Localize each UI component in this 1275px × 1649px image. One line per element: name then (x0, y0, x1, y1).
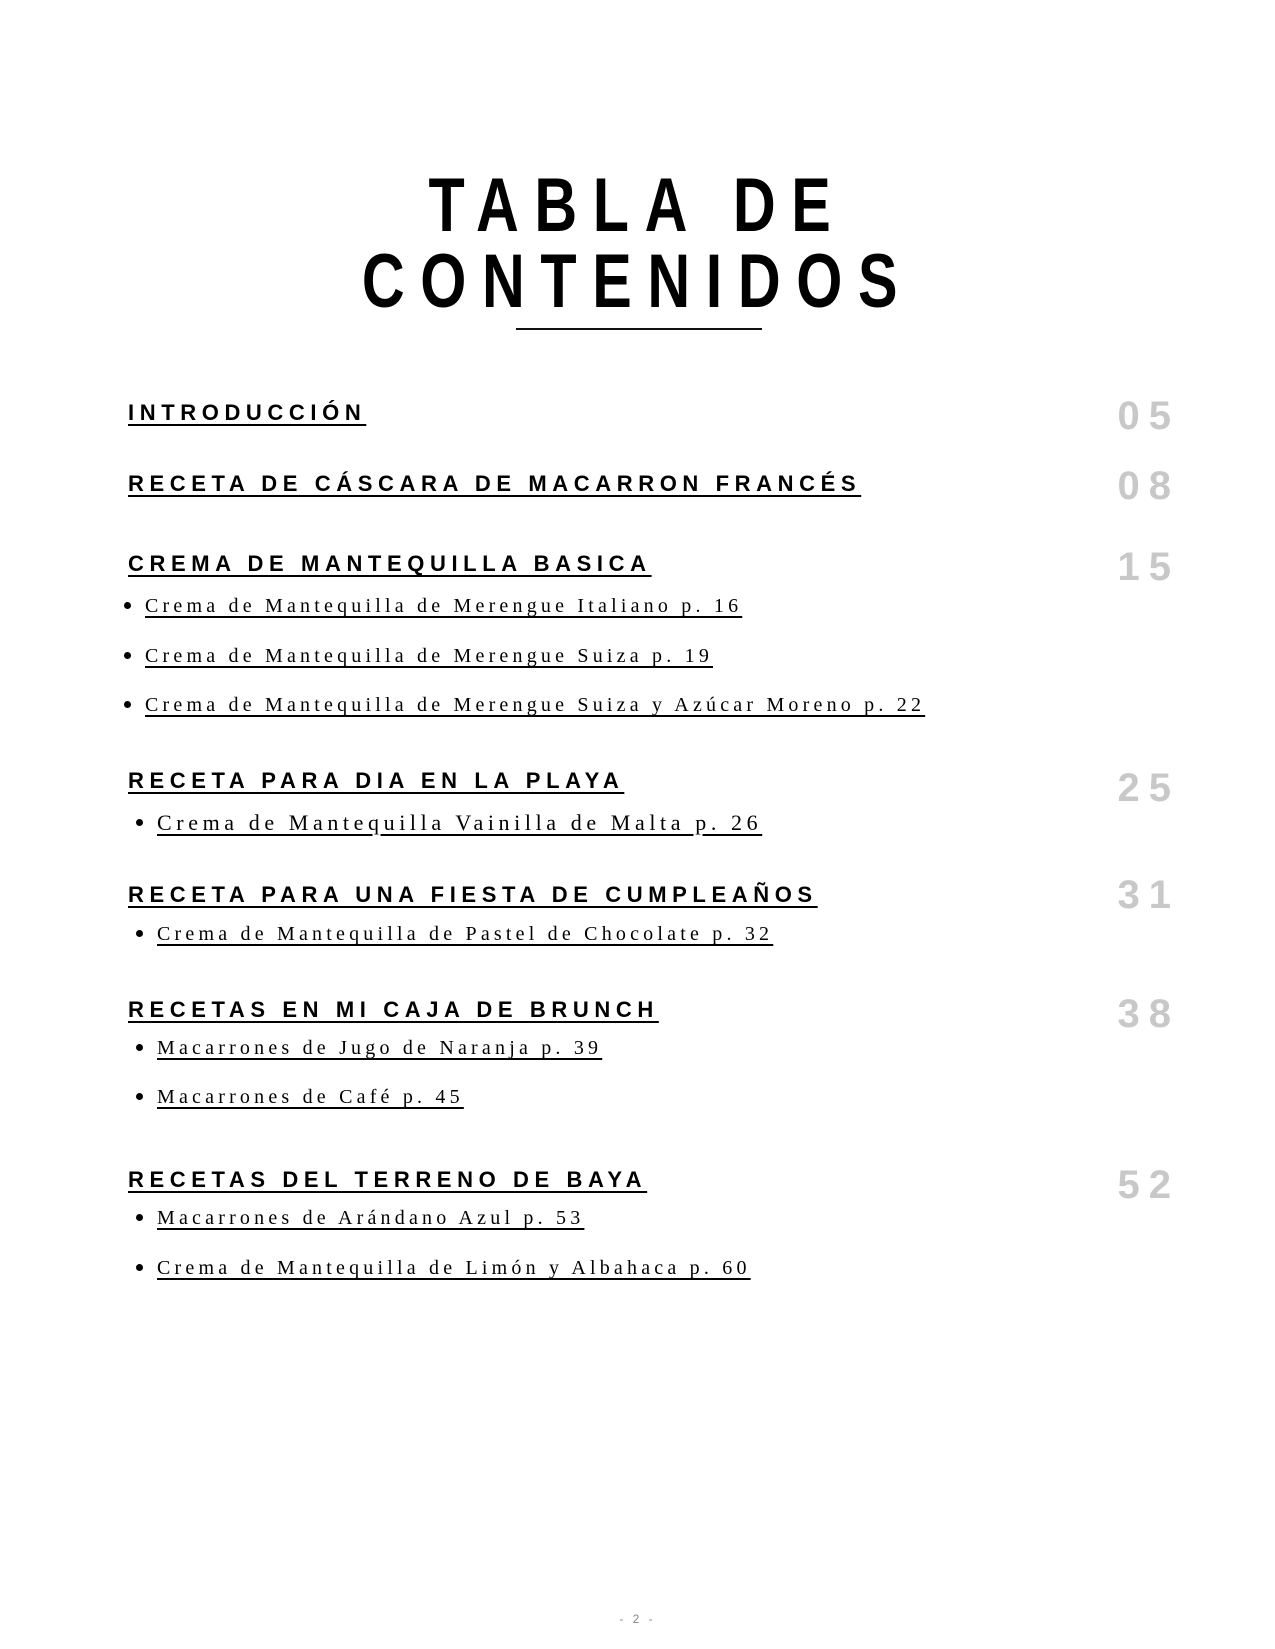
bullet-icon (124, 652, 131, 659)
toc-subentry-link[interactable]: Crema de Mantequilla de Merengue Suiza y Azúcar Moreno p. 22 (145, 694, 926, 716)
toc-section-crema-basica[interactable]: CREMA DE MANTEQUILLA BASICA (128, 551, 652, 576)
toc-subentry-link[interactable]: Crema de Mantequilla de Merengue Italiano p. 16 (145, 595, 743, 617)
toc-subentry-link[interactable]: Macarrones de Jugo de Naranja p. 39 (157, 1037, 603, 1059)
toc-section-fiesta-cumpleanos[interactable]: RECETA PARA UNA FIESTA DE CUMPLEAÑOS (128, 882, 818, 907)
toc-page-number: 31 (1117, 873, 1180, 917)
toc-list-item (136, 1208, 584, 1228)
toc-page-number: 05 (1117, 394, 1180, 438)
toc-section-caja-brunch[interactable]: RECETAS EN MI CAJA DE BRUNCH (128, 997, 659, 1022)
toc-page-number: 38 (1117, 992, 1180, 1036)
toc-page-number: 15 (1117, 545, 1180, 589)
toc-page-number: 08 (1117, 464, 1180, 508)
toc-list-item (136, 1038, 602, 1058)
toc-list-item (136, 1087, 464, 1107)
bullet-icon (136, 819, 143, 826)
bullet-icon (136, 930, 143, 937)
toc-list-item (124, 695, 925, 715)
toc-subentry-link[interactable]: Crema de Mantequilla de Merengue Suiza p. 19 (145, 645, 714, 667)
bullet-icon (136, 1093, 143, 1100)
toc-list-item (124, 596, 742, 616)
toc-section-dia-playa[interactable]: RECETA PARA DIA EN LA PLAYA (128, 768, 625, 793)
toc-list-item (136, 1258, 751, 1278)
bullet-icon (124, 701, 131, 708)
toc-list-item (136, 924, 773, 944)
toc-subentry-link[interactable]: Crema de Mantequilla de Pastel de Chocolate p. 32 (157, 923, 774, 945)
bullet-icon (136, 1044, 143, 1051)
bullet-icon (124, 602, 131, 609)
page-footer-number: - 2 - (619, 1612, 656, 1626)
toc-subentry-link[interactable]: Macarrones de Arándano Azul p. 53 (157, 1207, 585, 1229)
page-title: TABLA DE CONTENIDOS (361, 163, 914, 324)
toc-subentry-link[interactable]: Crema de Mantequilla Vainilla de Malta p. 26 (157, 810, 763, 835)
toc-section-introduccion[interactable]: INTRODUCCIÓN (128, 400, 367, 425)
toc-subentry-link[interactable]: Macarrones de Café p. 45 (157, 1086, 464, 1108)
title-divider (516, 328, 762, 330)
bullet-icon (136, 1264, 143, 1271)
toc-section-terreno-baya[interactable]: RECETAS DEL TERRENO DE BAYA (128, 1167, 648, 1192)
toc-section-receta-cascara[interactable]: RECETA DE CÁSCARA DE MACARRON FRANCÉS (128, 471, 862, 496)
toc-list-item (136, 812, 762, 834)
toc-page-number: 52 (1117, 1163, 1180, 1207)
toc-page-number: 25 (1117, 766, 1180, 810)
toc-list-item (124, 646, 713, 666)
toc-subentry-link[interactable]: Crema de Mantequilla de Limón y Albahaca p. 60 (157, 1257, 751, 1279)
bullet-icon (136, 1214, 143, 1221)
